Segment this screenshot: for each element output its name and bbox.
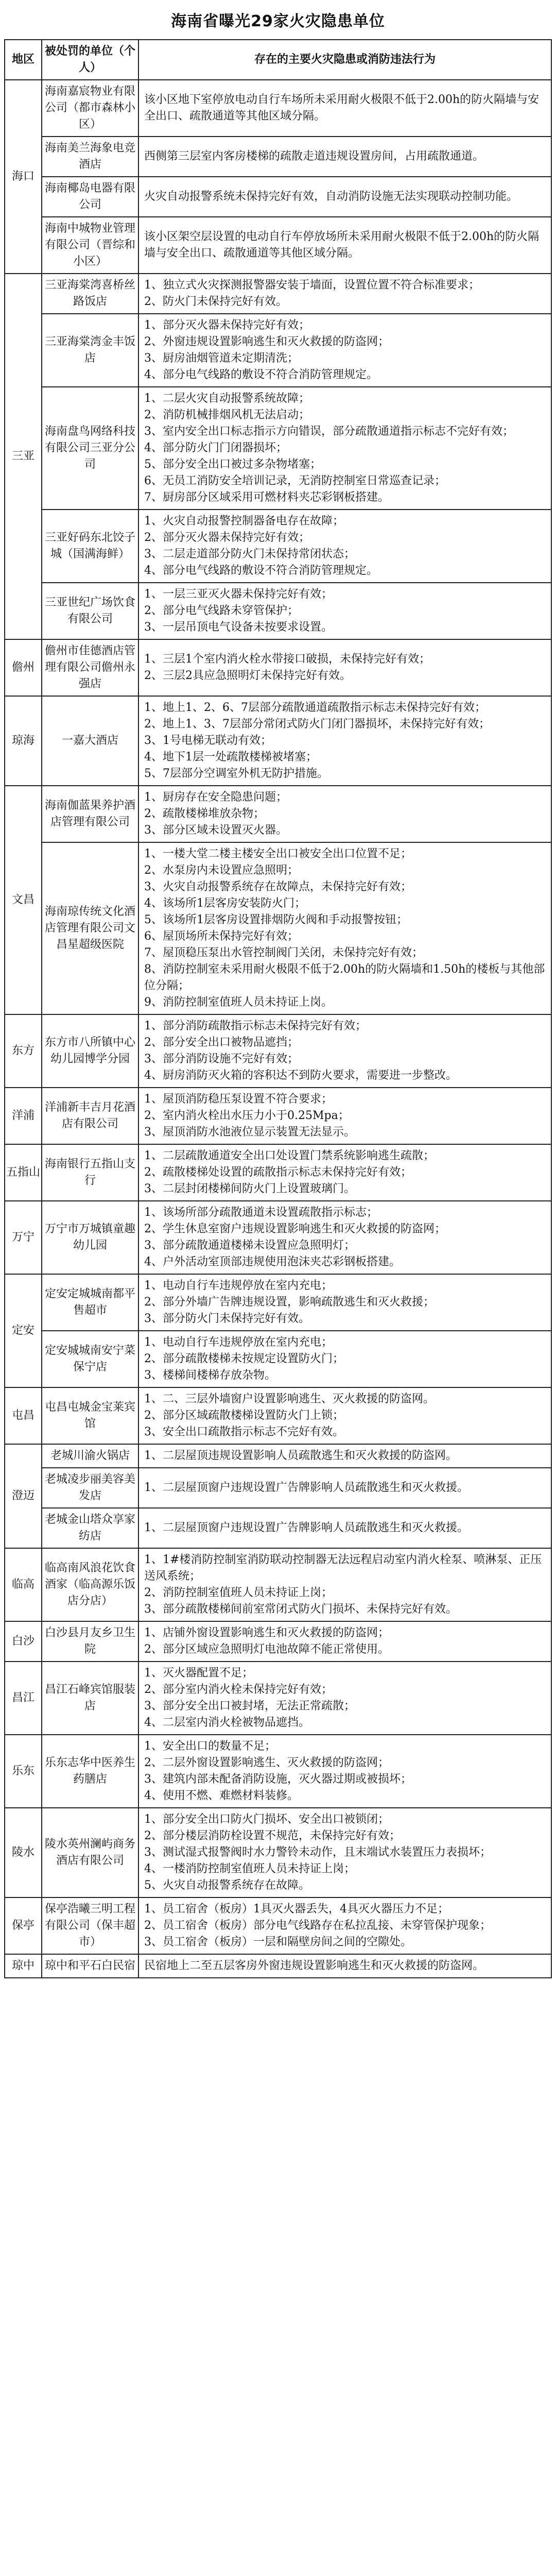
issue-item: 2、地上1、3、7层部分常闭式防火门闭门器损坏，未保持完好有效； [144,718,490,731]
region-cell: 东方 [5,1014,42,1088]
table-row [5,696,551,786]
issue-item: 3、安全出口疏散指示标志不完好有效。 [144,1426,344,1438]
unit-cell: 海南椰岛电器有限公司 [42,177,138,217]
issue-item: 3、部分疏散通道楼梯未设置应急照明灯； [144,1239,355,1252]
table-row [5,387,551,510]
table-row [5,1088,551,1144]
issue-item: 1、电动自行车违规停放在室内充电； [144,1336,333,1349]
issue-item: 6、屋顶场所未保持完好有效； [144,930,299,943]
region-cell: 定安 [5,1274,42,1387]
issue-item: 4、二层室内消火栓被物品遮挡。 [144,1716,310,1729]
issues-cell [138,1735,551,1808]
issue-item: 5、该场所1层客房设置排烟防火阀和手动报警按钮； [144,913,408,926]
region-cell: 琼海 [5,696,42,786]
issues-cell [138,1808,551,1897]
issue-item: 6、无员工消防安全培训记录，无消防控制室日常巡查记录； [144,474,446,487]
issues-cell [138,1444,551,1468]
issue-item: 1、部分消防疏散指示标志未保持完好有效； [144,1020,367,1032]
header-issues: 存在的主要火灾隐患或消防违法行为 [138,40,551,80]
issue-item: 4、部分电气线路的敷设不符合消防管理规定。 [144,368,378,381]
issue-item: 4、使用不燃、难燃材料装修。 [144,1789,299,1802]
unit-cell: 海南中城物业管理有限公司（晋综和小区） [42,217,138,274]
issue-item: 7、屋顶稳压泵出水管控制阀门关闭，未保持完好有效； [144,946,423,959]
issue-item: 2、部分区域疏散楼梯设置防火门上锁； [144,1409,344,1422]
unit-cell: 海南盘鸟网络科技有限公司三亚分公司 [42,387,138,510]
region-cell: 临高 [5,1548,42,1621]
region-cell: 陵水 [5,1808,42,1897]
issue-item: 3、室内安全出口标志指示方向错误，部分疏散通道指示标志不完好有效； [144,425,514,438]
table-row [5,786,551,842]
unit-cell: 一嘉大酒店 [42,696,138,786]
table-row [5,1954,551,1978]
issue-item: 1、屋顶消防稳压泵设置不符合要求； [144,1093,333,1106]
issue-item: 1、火灾自动报警控制器备电存在故障； [144,515,344,528]
issues-cell [138,80,551,137]
issues-cell [138,217,551,274]
table-row [5,1444,551,1468]
issue-item: 2、水泵房内未设置应急照明； [144,864,299,877]
unit-cell: 海南琼传统文化酒店管理有限公司文昌星超级医院 [42,842,138,1014]
issue-item: 4、户外活动室顶部违规使用泡沫夹芯彩钢板搭建。 [144,1256,401,1268]
issues-cell [138,842,551,1014]
issue-item: 3、1号电梯无联动有效； [144,734,272,747]
unit-cell: 三亚好码东北饺子城（国满海鲜） [42,510,138,583]
document-title: 海南省曝光29家火灾隐患单位 [171,12,385,30]
issues-cell [138,1088,551,1144]
region-cell: 乐东 [5,1735,42,1808]
issues-cell [138,639,551,696]
region-cell: 屯昌 [5,1387,42,1444]
unit-cell: 定安城城南安宁菜保宁店 [42,1331,138,1387]
issue-item: 2、部分安全出口被物品遮挡； [144,1036,299,1049]
issue-item: 3、楼梯间楼梯存放杂物。 [144,1369,276,1382]
issue-item: 3、火灾自动报警系统存在故障点，未保持完好有效； [144,880,412,893]
issue-item: 3、屋顶消防水池液位显示装置无法显示。 [144,1126,355,1139]
issue-item: 1、厨房存在安全隐患问题； [144,791,287,804]
issues-cell [138,1662,551,1735]
issue-item: 2、员工宿舍（板房）部分电气线路存在私拉乱接、未穿管保护现象； [144,1919,491,1932]
unit-cell: 琼中和平石白民宿 [42,1954,138,1978]
table-row [5,1201,551,1274]
unit-cell: 洋浦新丰吉月花酒店有限公司 [42,1088,138,1144]
issue-item: 1、二层屋顶窗户违规设置广告牌影响人员疏散逃生和灭火救援。 [144,1481,468,1494]
issue-item: 1、二层疏散通道安全出口处设置门禁系统影响逃生疏散； [144,1149,435,1162]
issue-item: 3、部分区域未设置灭火器。 [144,824,287,837]
issue-item: 该小区架空层设置的电动自行车停放场所未采用耐火极限不低于2.00h的防火隔墙与安全出口、疏散通道等其他区域分隔。 [144,230,540,260]
issue-item: 1、二、三层外墙窗户设置影响逃生、灭火救援的防盗网。 [144,1393,435,1405]
issue-item: 2、防火门未保持完好有效。 [144,295,287,308]
table-row [5,274,551,314]
issue-item: 2、疏散楼梯处设置的疏散指示标志未保持完好有效； [144,1166,412,1179]
issue-item: 3、厨房油烟管道未定期清洗； [144,352,299,365]
table-row [5,1014,551,1088]
issue-item: 3、建筑内部未配备消防设施，灭火器过期或被损坏； [144,1773,412,1786]
issues-cell [138,274,551,314]
table-row [5,842,551,1014]
issue-item: 4、厨房消防灭火箱的容积达不到防火要求，需要进一步整改。 [144,1069,457,1082]
issues-cell [138,1274,551,1331]
header-unit: 被处罚的单位（个人） [42,40,138,80]
issue-item: 3、部分消防设施不完好有效； [144,1053,299,1065]
issue-item: 1、店铺外窗设置影响逃生和灭火救援的防盗网； [144,1626,389,1639]
issue-item: 3、二层走道部分防火门未保持常闭状态； [144,548,355,561]
issue-item: 4、该场所1层客房安装防火门； [144,897,306,910]
unit-cell: 儋州市佳德酒店管理有限公司儋州永强店 [42,639,138,696]
issue-item: 1、1#楼消防控制室消防联动控制器无法远程启动室内消火栓泵、喷淋泵、正压送风系统； [144,1553,542,1583]
region-cell: 澄迈 [5,1444,42,1548]
table-row [5,1621,551,1662]
issues-cell [138,314,551,387]
table-row [5,510,551,583]
issue-item: 4、部分防火门门闭器损坏； [144,442,287,454]
issue-item: 1、独立式火灾探测报警器安装于墙面，设置位置不符合标准要求； [144,279,480,292]
region-cell: 文昌 [5,786,42,1014]
unit-cell: 海南美兰海象电竞酒店 [42,137,138,177]
issue-item: 2、部分灭火器未保持完好有效； [144,531,310,544]
issue-item: 1、灭火器配置不足； [144,1667,253,1680]
hazard-table [4,39,552,1978]
issues-cell [138,1897,551,1954]
table-row [5,80,551,137]
issue-item: 1、部分灭火器未保持完好有效； [144,319,310,332]
issues-cell [138,696,551,786]
issues-cell [138,1548,551,1621]
issue-item: 5、部分安全出口被过多杂物堵塞； [144,458,321,471]
table-row [5,217,551,274]
region-cell: 五指山 [5,1144,42,1201]
issue-item: 3、一层吊顶电气设备未按要求设置。 [144,621,333,634]
issue-item: 2、消防控制室值班人员未持证上岗； [144,1586,333,1599]
issues-cell [138,1468,551,1508]
table-row [5,1662,551,1735]
region-cell: 琼中 [5,1954,42,1978]
issue-item: 西侧第三层室内客房楼梯的疏散走道违规设置房间，占用疏散通道。 [144,150,484,163]
table-row [5,1897,551,1954]
issue-item: 2、二层外窗设置影响逃生、灭火救援的防盗网； [144,1756,389,1769]
table-row [5,583,551,639]
region-cell: 三亚 [5,274,42,639]
issue-item: 该小区地下室停放电动自行车场所未采用耐火极限不低于2.00h的防火隔墙与安全出口、疏散通道等其他区域分隔。 [144,93,540,123]
issue-item: 2、疏散楼梯堆放杂物； [144,807,265,820]
unit-cell: 东方市八所镇中心幼儿园博学分园 [42,1014,138,1088]
issues-cell [138,1014,551,1088]
unit-cell: 三亚海棠湾金丰饭店 [42,314,138,387]
issues-cell [138,387,551,510]
unit-cell: 海南银行五指山支行 [42,1144,138,1201]
issue-item: 2、室内消火栓出水压力小于0.25Mpa； [144,1109,350,1122]
issue-item: 2、部分疏散楼梯未按规定设置防火门； [144,1352,344,1365]
unit-cell: 万宁市万城镇童趣幼儿园 [42,1201,138,1274]
region-cell: 洋浦 [5,1088,42,1144]
issues-cell [138,510,551,583]
issue-item: 1、安全出口的数量不足； [144,1740,276,1753]
table-row [5,1548,551,1621]
table-body [5,80,551,1978]
unit-cell: 海南伽蓝果养护酒店管理有限公司 [42,786,138,842]
issues-cell [138,1621,551,1662]
issue-item: 4、地下1层一处疏散楼梯被堵塞； [144,751,317,764]
unit-cell: 保亭浩曦三明工程有限公司（保丰超市） [42,1897,138,1954]
region-cell: 白沙 [5,1621,42,1662]
issue-item: 3、部分疏散楼梯间前室常闭式防火门损坏、未保持完好有效。 [144,1603,457,1616]
issue-item: 1、二层屋顶违规设置影响人员疏散逃生和灭火救援的防盗网。 [144,1449,457,1462]
unit-cell: 老城川渝火锅店 [42,1444,138,1468]
issues-cell [138,177,551,217]
issue-item: 1、二层火灾自动报警系统故障； [144,392,310,405]
issue-item: 2、学生休息室窗户违规设置影响逃生和灭火救援的防盗网； [144,1223,446,1235]
header-row [5,40,551,80]
issue-item: 1、一层三亚灭火器未保持完好有效； [144,588,333,601]
issues-cell [138,1387,551,1444]
table-row [5,314,551,387]
table-row [5,1468,551,1508]
unit-cell: 屯昌屯城金宝莱宾馆 [42,1387,138,1444]
table-row [5,177,551,217]
issue-item: 1、电动自行车违规停放在室内充电； [144,1279,333,1292]
table-row [5,639,551,696]
table-row [5,1331,551,1387]
region-cell: 昌江 [5,1662,42,1735]
issue-item: 火灾自动报警系统未保持完好有效，自动消防设施无法实现联动控制功能。 [144,190,518,203]
unit-cell: 海南嘉宸物业有限公司（都市森林小区） [42,80,138,137]
issue-item: 1、该场所部分疏散通道未设置疏散指示标志； [144,1206,378,1219]
unit-cell: 三亚世纪广场饮食有限公司 [42,583,138,639]
issues-cell [138,1954,551,1978]
issue-item: 5、火灾自动报警系统存在故障。 [144,1879,310,1892]
header-region: 地区 [5,40,42,80]
region-cell: 万宁 [5,1201,42,1274]
issues-cell [138,1508,551,1548]
issue-item: 5、7层部分空调室外机无防护措施。 [144,767,328,780]
table-row [5,1274,551,1331]
unit-cell: 白沙县月友乡卫生院 [42,1621,138,1662]
unit-cell: 老城金山塔众享家纺店 [42,1508,138,1548]
issues-cell [138,1144,551,1201]
issues-cell [138,137,551,177]
issue-item: 1、部分安全出口防火门损坏、安全出口被锁闭； [144,1813,389,1826]
issue-item: 1、三层1个室内消火栓水带接口破损，未保持完好有效； [144,653,430,666]
unit-cell: 定安定城城南都平售超市 [42,1274,138,1331]
issue-item: 2、三层2具应急照明灯未保持完好有效。 [144,669,351,682]
issue-item: 2、部分楼层消防栓设置不规范，未保持完好有效； [144,1829,401,1842]
unit-cell: 临高南风浪花饮食酒家（临高源乐饭店分店） [42,1548,138,1621]
issue-item: 2、部分室内消火栓未保持完好有效； [144,1683,333,1696]
issue-item: 3、部分防火门未保持完好有效。 [144,1312,310,1325]
region-cell: 海口 [5,80,42,274]
issue-item: 3、二层封闭楼梯间防火门上设置玻璃门。 [144,1182,355,1195]
issue-item: 8、消防控制室未采用耐火极限不低于2.00h的防火隔墙和1.50h的楼板与其他部位分隔； [144,963,545,992]
region-cell: 儋州 [5,639,42,696]
table-header [5,40,551,80]
issues-cell [138,583,551,639]
table-row [5,1144,551,1201]
table-row [5,1735,551,1808]
issue-item: 4、部分电气线路的敷设不符合消防管理规定。 [144,564,378,577]
unit-cell: 老城凌步丽美容美发店 [42,1468,138,1508]
issue-item: 2、部分外墙广告牌违规设置，影响疏散逃生和灭火救援； [144,1296,435,1309]
issue-item: 2、部分区域应急照明灯电池故障不能正常使用。 [144,1643,389,1656]
issue-item: 3、部分安全出口被封堵，无法正常疏散； [144,1700,355,1713]
issue-item: 3、员工宿舍（板房）一层和隔壁房间之间的空隙处。 [144,1936,412,1948]
unit-cell: 陵水英州澜屿商务酒店有限公司 [42,1808,138,1897]
issue-item: 2、外窗违规设置影响逃生和灭火救援的防盗网； [144,335,389,348]
issue-item: 3、测试湿式报警阀时水力警铃未动作，且末端试水装置压力表损坏； [144,1846,491,1859]
issue-item: 7、厨房部分区域采用可燃材料夹芯彩钢板搭建。 [144,491,389,504]
issue-item: 2、消防机械排烟风机无法启动； [144,409,310,421]
issues-cell [138,786,551,842]
issue-item: 9、消防控制室值班人员未持证上岗。 [144,996,333,1009]
issue-item: 1、地上1、2、6、7层部分疏散通道疏散指示标志未保持完好有效； [144,701,486,714]
table-row [5,1808,551,1897]
table-row [5,1508,551,1548]
issue-item: 民宿地上二至五层客房外窗违规设置影响逃生和灭火救援的防盗网。 [144,1959,484,1972]
issue-item: 2、部分电气线路未穿管保护； [144,604,299,617]
region-cell: 保亭 [5,1897,42,1954]
issue-item: 4、一楼消防控制室值班人员未持证上岗； [144,1862,355,1875]
unit-cell: 昌江石峰宾馆服装店 [42,1662,138,1735]
unit-cell: 三亚海棠湾喜桥丝路饭店 [42,274,138,314]
issue-item: 1、二层屋顶窗户违规设置广告牌影响人员疏散逃生和灭火救援。 [144,1521,468,1534]
issue-item: 1、一楼大堂二楼主楼安全出口被安全出口位置不足； [144,848,412,860]
unit-cell: 乐东志华中医养生药膳店 [42,1735,138,1808]
issues-cell [138,1201,551,1274]
table-row [5,1387,551,1444]
issues-cell [138,1331,551,1387]
table-row [5,137,551,177]
issue-item: 1、员工宿舍（板房）1具灭火器丢失，4具灭火器压力不足； [144,1903,449,1916]
